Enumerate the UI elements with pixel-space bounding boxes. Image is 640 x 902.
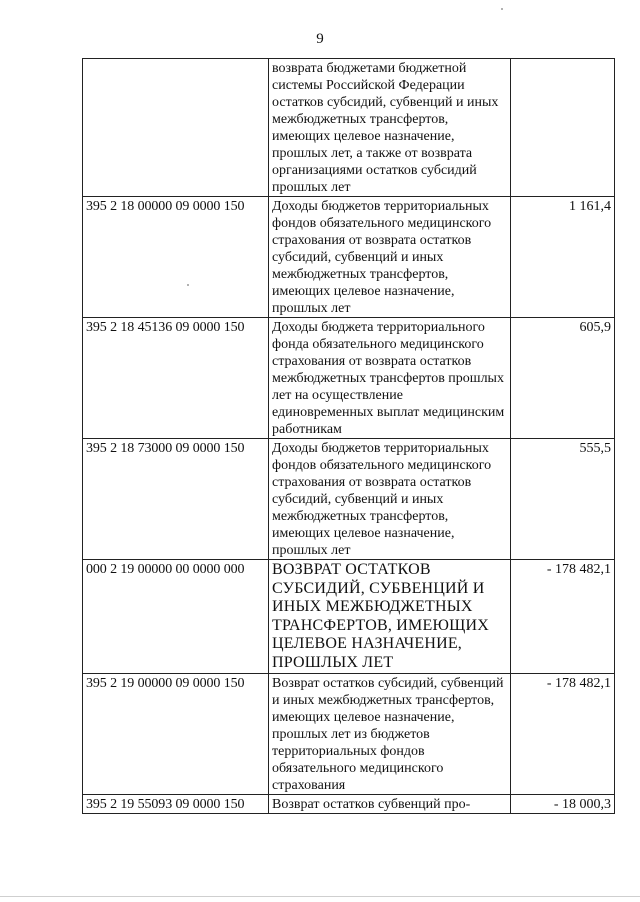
amount-value: 605,9 [511, 318, 615, 439]
classification-code: 000 2 19 00000 00 0000 000 [83, 560, 269, 674]
page-number: 9 [316, 31, 324, 47]
table-row [83, 318, 615, 439]
table-row [83, 439, 615, 560]
revenue-description: Возврат остатков субсидий, субвенций и иных межбюджетных трансфертов, имеющих целевое назначение, прошлых лет из бюджетов территориальных фондов обязательного медицинского страхования [269, 673, 511, 794]
revenue-description: Доходы бюджета территориального фонда обязательного медицинского страхования от возврата остатков межбюджетных трансфертов прошлых лет на осуществление единовременных выплат медицинским работникам [269, 318, 511, 439]
page-edge [0, 896, 640, 899]
table-row [83, 673, 615, 794]
revenue-description: ВОЗВРАТ ОСТАТКОВ СУБСИДИЙ, СУБВЕНЦИЙ И ИНЫХ МЕЖБЮДЖЕТНЫХ ТРАНСФЕРТОВ, ИМЕЮЩИХ ЦЕЛЕВОЕ НАЗНАЧЕНИЕ, ПРОШЛЫХ ЛЕТ [269, 560, 511, 674]
classification-code: 395 2 19 00000 09 0000 150 [83, 673, 269, 794]
revenue-description: Доходы бюджетов территориальных фондов обязательного медицинского страхования от возврата остатков субсидий, субвенций и иных межбюджетных трансфертов, имеющих целевое назначение, прошлых лет [269, 439, 511, 560]
classification-code [83, 59, 269, 197]
classification-code: 395 2 19 55093 09 0000 150 [83, 794, 269, 813]
budget-revenue-table [82, 58, 615, 814]
revenue-description: возврата бюджетами бюджетной системы Российской Федерации остатков субсидий, субвенций и иных межбюджетных трансфертов, имеющих целевое назначение, прошлых лет, а также от возврата организациями остатков субсидий прошлых лет [269, 59, 511, 197]
revenue-description: Возврат остатков субвенций про- [269, 794, 511, 813]
table-row [83, 794, 615, 813]
amount-value [511, 59, 615, 197]
scan-speck [187, 284, 189, 286]
classification-code: 395 2 18 00000 09 0000 150 [83, 197, 269, 318]
amount-value: 1 161,4 [511, 197, 615, 318]
classification-code: 395 2 18 73000 09 0000 150 [83, 439, 269, 560]
amount-value: - 18 000,3 [511, 794, 615, 813]
table-row [83, 197, 615, 318]
scan-speck [501, 8, 503, 10]
revenue-description: Доходы бюджетов территориальных фондов обязательного медицинского страхования от возврата остатков субсидий, субвенций и иных межбюджетных трансфертов, имеющих целевое назначение, прошлых лет [269, 197, 511, 318]
amount-value: - 178 482,1 [511, 673, 615, 794]
table-row [83, 560, 615, 674]
classification-code: 395 2 18 45136 09 0000 150 [83, 318, 269, 439]
table-row [83, 59, 615, 197]
amount-value: 555,5 [511, 439, 615, 560]
amount-value: - 178 482,1 [511, 560, 615, 674]
